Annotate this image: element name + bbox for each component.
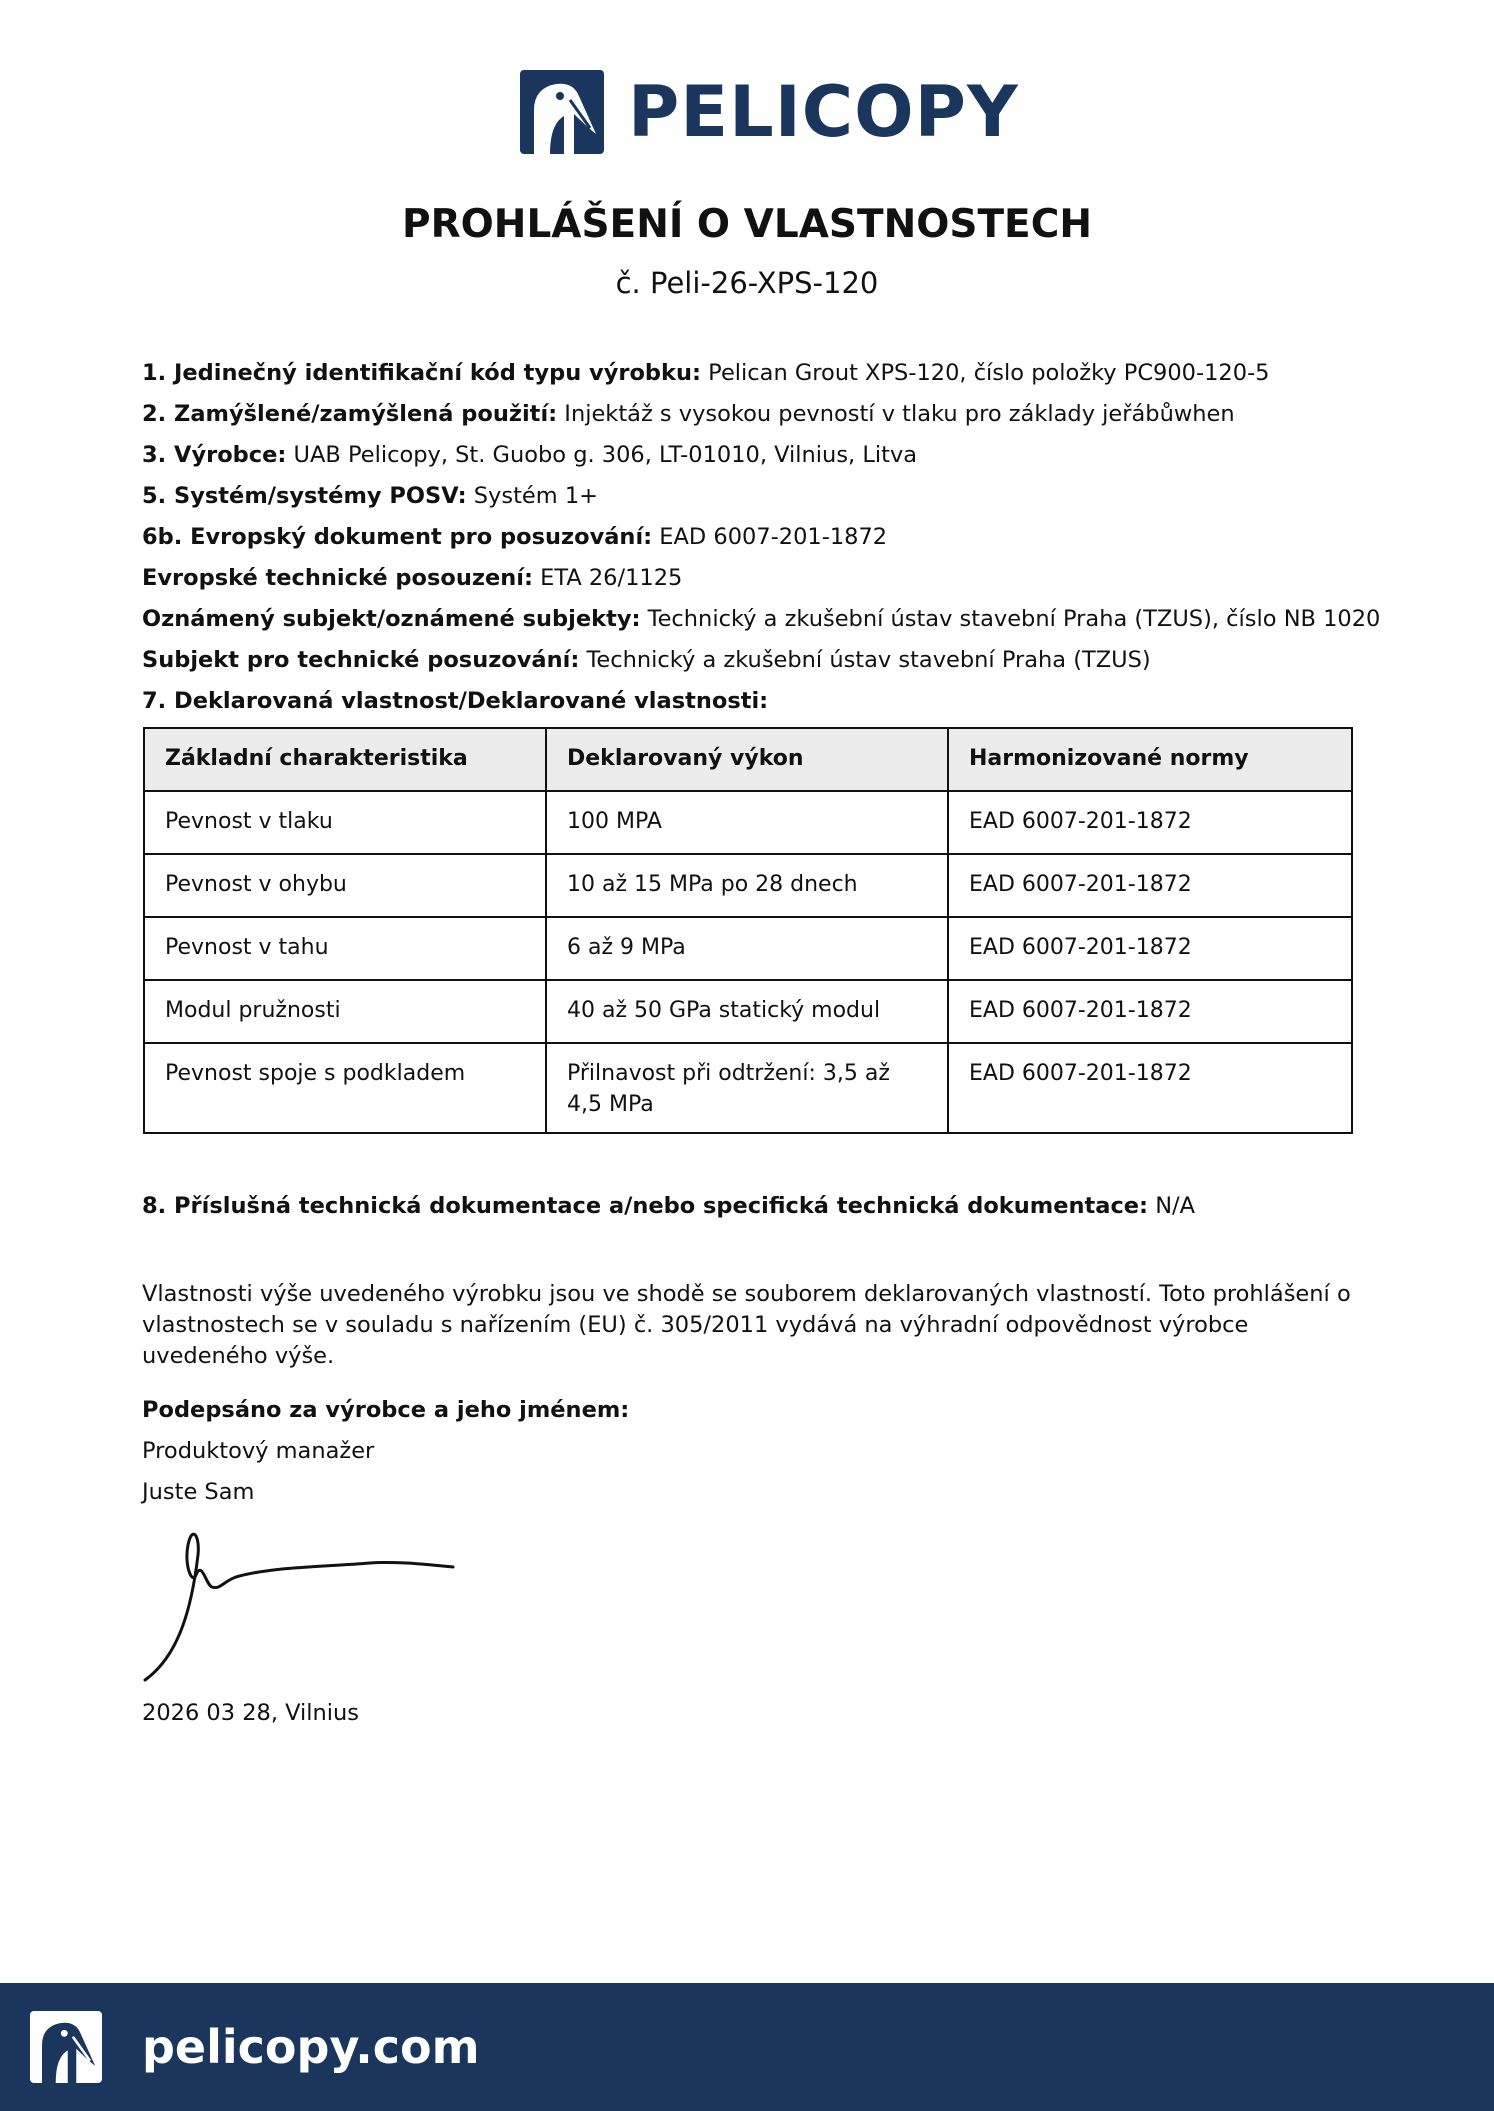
table-cell: Pevnost spoje s podkladem xyxy=(144,1043,546,1133)
table-cell: Pevnost v tlaku xyxy=(144,791,546,854)
field-value: EAD 6007-201-1872 xyxy=(652,524,888,550)
field-value: Technický a zkušební ústav stavební Praha (TZUS), číslo NB 1020 xyxy=(640,606,1381,632)
handwritten-signature xyxy=(140,1515,460,1685)
table-row xyxy=(144,980,1352,1043)
field-value: Pelican Grout XPS-120, číslo položky PC900-120-5 xyxy=(701,360,1270,386)
field-manufacturer xyxy=(142,435,1362,476)
field-label: Subjekt pro technické posuzování: xyxy=(142,647,580,673)
document-title: PROHLÁŠENÍ O VLASTNOSTECH xyxy=(402,202,1092,247)
column-header: Základní charakteristika xyxy=(144,728,546,791)
field-avcp-system xyxy=(142,476,1362,517)
table-cell: EAD 6007-201-1872 xyxy=(948,854,1352,917)
field-eta xyxy=(142,558,1362,599)
brand-logo xyxy=(520,70,1019,154)
table-cell: EAD 6007-201-1872 xyxy=(948,917,1352,980)
performance-table xyxy=(143,727,1353,1134)
field-label: Oznámený subjekt/oznámené subjekty: xyxy=(142,606,641,632)
signatory-name: Juste Sam xyxy=(142,1479,255,1505)
page-footer xyxy=(0,1983,1494,2111)
field-label: Evropské technické posouzení: xyxy=(142,565,533,591)
table-cell: 100 MPA xyxy=(546,791,948,854)
pelican-icon xyxy=(520,70,604,154)
table-row xyxy=(144,1043,1352,1133)
field-notified-body xyxy=(142,599,1381,640)
field-label: 1. Jedinečný identifikační kód typu výrobku: xyxy=(142,360,702,386)
field-ead xyxy=(142,517,1362,558)
signatory-block xyxy=(142,1390,629,1513)
table-cell: 10 až 15 MPa po 28 dnech xyxy=(546,854,948,917)
signatory-position: Produktový manažer xyxy=(142,1438,375,1464)
conformity-statement: Vlastnosti výše uvedeného výrobku jsou ve shodě se souborem deklarovaných vlastností. Toto prohlášení o vlastnostech se v souladu s nařízením (EU) č. 305/2011 vydává na výhradní odpovědnost výrobce uvedeného výše. xyxy=(142,1281,1351,1369)
field-product-code xyxy=(142,353,1362,394)
tech-doc-label: 8. Příslušná technická dokumentace a/nebo specifická technická dokumentace: xyxy=(142,1193,1149,1219)
field-label: 3. Výrobce: xyxy=(142,442,287,468)
signatory-heading: Podepsáno za výrobce a jeho jménem: xyxy=(142,1397,630,1423)
table-cell: Pevnost v tahu xyxy=(144,917,546,980)
column-header: Harmonizované normy xyxy=(948,728,1352,791)
brand-name: PELICOPY xyxy=(628,71,1019,153)
table-row xyxy=(144,917,1352,980)
pelican-icon xyxy=(30,2011,102,2083)
field-intended-use xyxy=(142,394,1362,435)
table-cell: EAD 6007-201-1872 xyxy=(948,1043,1352,1133)
field-label: 7. Deklarovaná vlastnost/Deklarované vlastnosti: xyxy=(142,688,769,714)
field-label: 6b. Evropský dokument pro posuzování: xyxy=(142,524,653,550)
column-header: Deklarovaný výkon xyxy=(546,728,948,791)
technical-documentation xyxy=(142,1193,1195,1219)
table-cell: EAD 6007-201-1872 xyxy=(948,791,1352,854)
field-value: ETA 26/1125 xyxy=(532,565,683,591)
footer-website-link[interactable]: pelicopy.com xyxy=(142,2020,480,2074)
field-value: UAB Pelicopy, St. Guobo g. 306, LT-01010, Vilnius, Litva xyxy=(286,442,918,468)
signature-date-place: 2026 03 28, Vilnius xyxy=(142,1700,360,1726)
field-assessment-body xyxy=(142,640,1362,681)
table-row xyxy=(144,791,1352,854)
field-value: Systém 1+ xyxy=(466,483,598,509)
document-number: č. Peli-26-XPS-120 xyxy=(615,266,879,300)
declaration-fields xyxy=(142,353,1381,722)
field-value: Injektáž s vysokou pevností v tlaku pro základy jeřábůwhen xyxy=(557,401,1235,427)
field-label: 5. Systém/systémy POSV: xyxy=(142,483,467,509)
tech-doc-value: N/A xyxy=(1148,1193,1196,1219)
table-cell: 40 až 50 GPa statický modul xyxy=(546,980,948,1043)
table-cell: Přilnavost při odtržení: 3,5 až 4,5 MPa xyxy=(546,1043,948,1133)
table-row xyxy=(144,854,1352,917)
field-value: Technický a zkušební ústav stavební Praha (TZUS) xyxy=(579,647,1151,673)
table-cell: EAD 6007-201-1872 xyxy=(948,980,1352,1043)
field-label: 2. Zamýšlené/zamýšlená použití: xyxy=(142,401,558,427)
table-cell: Modul pružnosti xyxy=(144,980,546,1043)
table-cell: 6 až 9 MPa xyxy=(546,917,948,980)
table-header-row xyxy=(144,728,1352,791)
field-declared-performance xyxy=(142,681,1362,722)
table-cell: Pevnost v ohybu xyxy=(144,854,546,917)
